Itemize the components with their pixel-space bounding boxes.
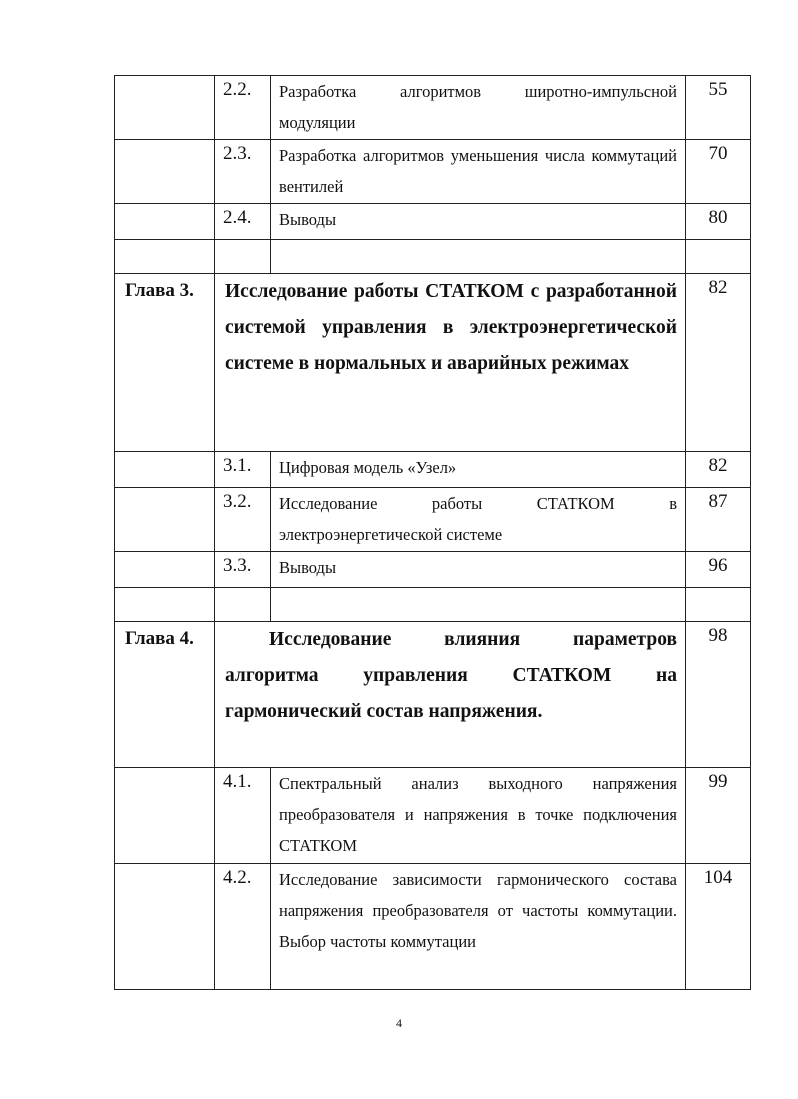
page-ref: 98 <box>686 622 751 768</box>
chapter-title: Исследование влияния параметров алгоритма управления СТАТКОМ на гармонический состав напряжения. <box>215 622 686 768</box>
toc-row-2-4 <box>115 204 751 240</box>
toc-row-2-3 <box>115 140 751 204</box>
toc-row-4-2 <box>115 864 751 990</box>
page-ref: 82 <box>686 452 751 488</box>
section-title <box>271 240 686 274</box>
section-title: Выводы <box>271 204 686 240</box>
section-title: Выводы <box>271 552 686 588</box>
section-number: 2.4. <box>215 204 271 240</box>
section-number: 2.3. <box>215 140 271 204</box>
chapter-cell <box>115 140 215 204</box>
table-of-contents <box>114 75 751 990</box>
toc-row-2-2 <box>115 76 751 140</box>
chapter-cell <box>115 588 215 622</box>
chapter-cell <box>115 768 215 864</box>
page-ref: 82 <box>686 274 751 452</box>
section-title: Исследование зависимости гармонического состава напряжения преобразователя от частоты коммутации. Выбор частоты коммутации <box>271 864 686 990</box>
page-ref: 96 <box>686 552 751 588</box>
section-number <box>215 240 271 274</box>
chapter-label: Глава 4. <box>115 622 215 768</box>
toc-spacer-row <box>115 240 751 274</box>
section-number: 2.2. <box>215 76 271 140</box>
toc-row-3-2 <box>115 488 751 552</box>
chapter-cell <box>115 204 215 240</box>
section-title: Разработка алгоритмов широтно-импульсной модуляции <box>271 76 686 140</box>
section-number: 3.2. <box>215 488 271 552</box>
toc-spacer-row <box>115 588 751 622</box>
chapter-cell <box>115 452 215 488</box>
chapter-label: Глава 3. <box>115 274 215 452</box>
toc-chapter-4 <box>115 622 751 768</box>
page-number: 4 <box>396 1016 402 1030</box>
page-ref: 80 <box>686 204 751 240</box>
chapter-cell <box>115 864 215 990</box>
toc-chapter-3 <box>115 274 751 452</box>
page-ref: 87 <box>686 488 751 552</box>
section-number <box>215 588 271 622</box>
chapter-title: Исследование работы СТАТКОМ с разработанной системой управления в электроэнергетической системе в нормальных и аварийных режимах <box>215 274 686 452</box>
page-ref: 104 <box>686 864 751 990</box>
chapter-cell <box>115 552 215 588</box>
chapter-cell <box>115 76 215 140</box>
section-number: 4.2. <box>215 864 271 990</box>
toc-row-3-1 <box>115 452 751 488</box>
section-title <box>271 588 686 622</box>
page-ref <box>686 588 751 622</box>
page-ref <box>686 240 751 274</box>
section-title: Цифровая модель «Узел» <box>271 452 686 488</box>
chapter-cell <box>115 240 215 274</box>
section-title: Спектральный анализ выходного напряжения преобразователя и напряжения в точке подключения СТАТКОМ <box>271 768 686 864</box>
section-title: Разработка алгоритмов уменьшения числа коммутаций вентилей <box>271 140 686 204</box>
section-title: Исследование работы СТАТКОМ в электроэнергетической системе <box>271 488 686 552</box>
page-ref: 55 <box>686 76 751 140</box>
toc-row-3-3 <box>115 552 751 588</box>
section-number: 4.1. <box>215 768 271 864</box>
page-ref: 70 <box>686 140 751 204</box>
page-ref: 99 <box>686 768 751 864</box>
section-number: 3.1. <box>215 452 271 488</box>
toc-row-4-1 <box>115 768 751 864</box>
section-number: 3.3. <box>215 552 271 588</box>
chapter-cell <box>115 488 215 552</box>
